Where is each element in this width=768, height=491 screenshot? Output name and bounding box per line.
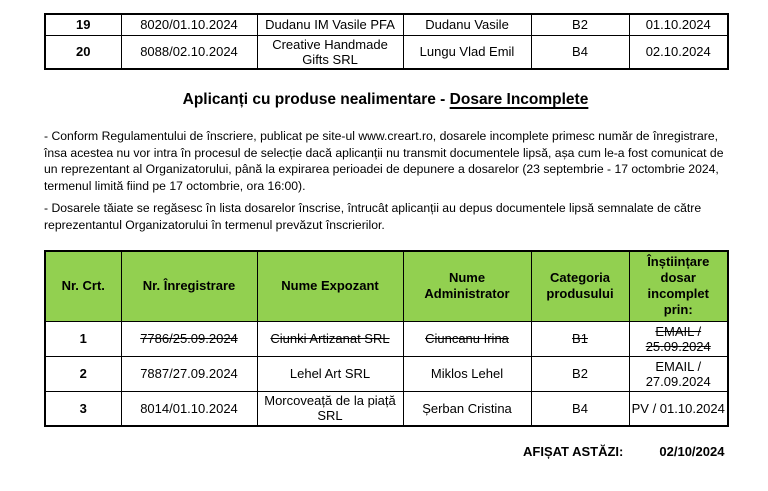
product-category-cell: B4 (531, 35, 629, 69)
product-category-cell: B2 (531, 356, 629, 391)
table-row (45, 356, 728, 391)
row-number-cell: 19 (45, 14, 121, 35)
note-paragraph: - Dosarele tăiate se regăsesc în lista dosarelor înscrise, întrucât aplicanții au depus documentele lipsă semnalate de către reprezentantul Organizatorului în termenul prevăzut înscrierilor. (44, 201, 702, 232)
section-heading-plain: Aplicanți cu produse nealimentare - (182, 91, 450, 108)
posted-date-value: 02/10/2024 (659, 444, 725, 459)
header-nr-crt: Nr. Crt. (45, 251, 121, 321)
notes-block (44, 128, 728, 239)
registration-number-cell: 8020/01.10.2024 (121, 14, 257, 35)
table-row (45, 321, 728, 356)
registration-number-cell: 8014/01.10.2024 (121, 391, 257, 426)
posted-date-label: AFIȘAT ASTĂZI: (523, 444, 624, 459)
header-nume-expozant: Nume Expozant (257, 251, 403, 321)
administrator-name-cell: Ciuncanu Irina (403, 321, 531, 356)
row-number-cell: 1 (45, 321, 121, 356)
exhibitor-name-cell: Dudanu IM Vasile PFA (257, 14, 403, 35)
row-number-cell: 20 (45, 35, 121, 69)
notification-cell: EMAIL / 25.09.2024 (629, 321, 728, 356)
registered-applicants-table (44, 13, 729, 70)
notification-cell: PV / 01.10.2024 (629, 391, 728, 426)
administrator-name-cell: Șerban Cristina (403, 391, 531, 426)
product-category-cell: B4 (531, 391, 629, 426)
registration-number-cell: 8088/02.10.2024 (121, 35, 257, 69)
header-nr-inregistrare: Nr. Înregistrare (121, 251, 257, 321)
posted-date-footer (523, 444, 724, 459)
section-heading (44, 90, 727, 110)
header-categoria-produsului: Categoria produsului (531, 251, 629, 321)
administrator-name-cell: Lungu Vlad Emil (403, 35, 531, 69)
exhibitor-name-cell: Lehel Art SRL (257, 356, 403, 391)
table-row (45, 391, 728, 426)
section-heading-underlined: Dosare Incomplete (449, 91, 589, 108)
product-category-cell: B1 (531, 321, 629, 356)
header-nume-administrator: Nume Administrator (403, 251, 531, 321)
administrator-name-cell: Miklos Lehel (403, 356, 531, 391)
note-paragraph: - Conform Regulamentului de înscriere, publicat pe site-ul www.creart.ro, dosarele incomplete primesc număr de înregistrare, însa acestea nu vor intra în procesul de selecție dacă aplicanții nu transmit documentele lipsă, așa cum le-a fost comunicat de un reprezentant al Organizatorului, până la expirarea perioadei de depunere a dosarelor (23 septembrie - 17 octombrie 2024, termenul limită fiind pe 17 octombrie, ora 16:00). (44, 129, 724, 193)
row-number-cell: 2 (45, 356, 121, 391)
table-row (45, 35, 728, 69)
row-number-cell: 3 (45, 391, 121, 426)
header-instiintare: Înștiințare dosar incomplet prin: (629, 251, 728, 321)
date-cell: 01.10.2024 (629, 14, 728, 35)
registration-number-cell: 7887/27.09.2024 (121, 356, 257, 391)
table-header-row (45, 251, 728, 321)
administrator-name-cell: Dudanu Vasile (403, 14, 531, 35)
exhibitor-name-cell: Creative Handmade Gifts SRL (257, 35, 403, 69)
incomplete-dossiers-table (44, 250, 729, 427)
registration-number-cell: 7786/25.09.2024 (121, 321, 257, 356)
exhibitor-name-cell: Morcoveață de la piață SRL (257, 391, 403, 426)
exhibitor-name-cell: Ciunki Artizanat SRL (257, 321, 403, 356)
date-cell: 02.10.2024 (629, 35, 728, 69)
table-row (45, 14, 728, 35)
product-category-cell: B2 (531, 14, 629, 35)
notification-cell: EMAIL / 27.09.2024 (629, 356, 728, 391)
